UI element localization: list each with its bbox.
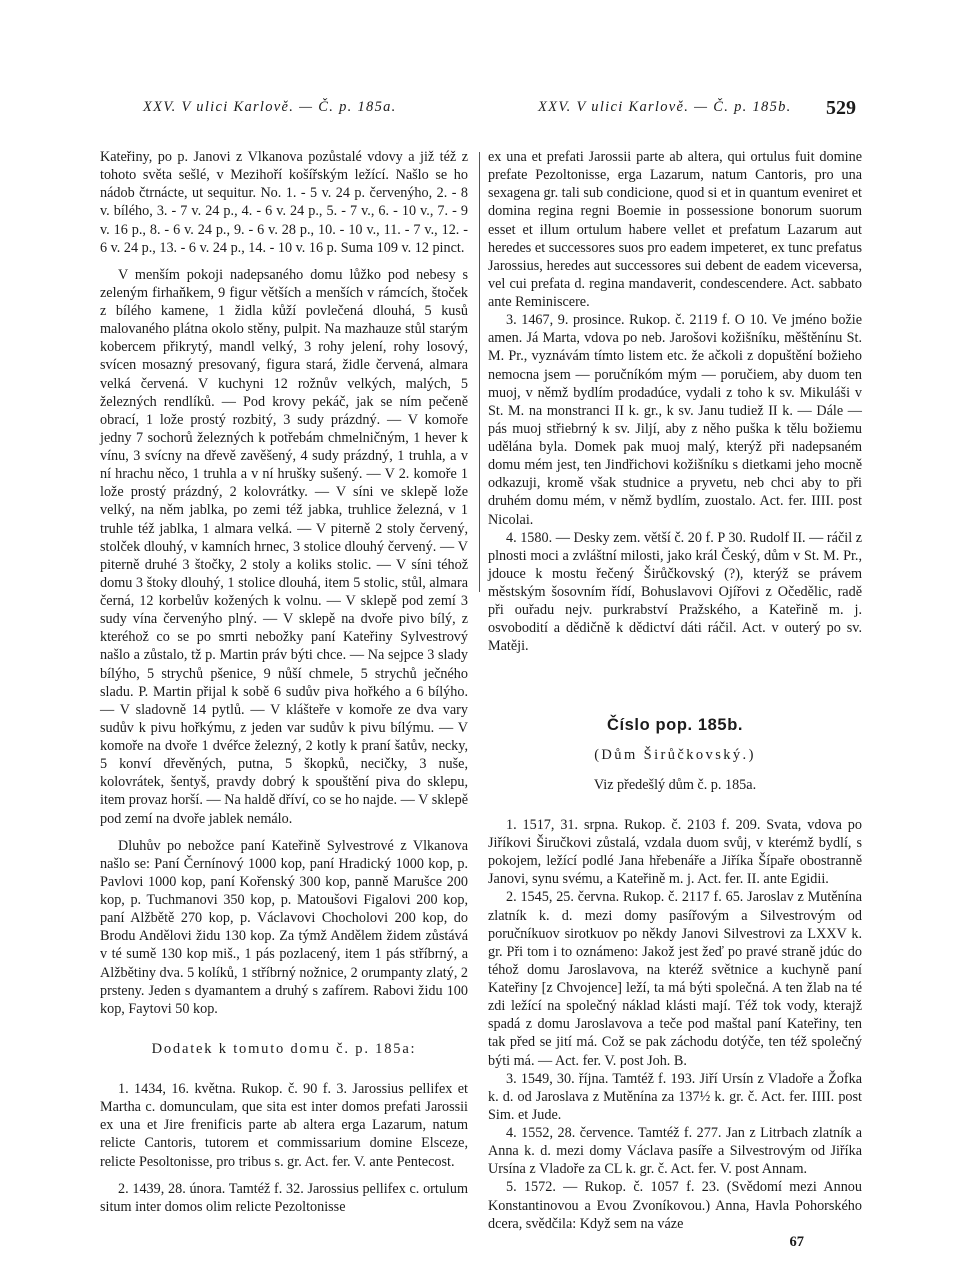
- entry-1439: 2. 1439, 28. února. Tamtéž f. 32. Jarossius pellifex c. ortulum situm inter domos olim relicte Pezoltonisse: [100, 1180, 468, 1215]
- entry-1549: 3. 1549, 30. října. Tamtéž f. 193. Jiří Ursín z Vladoře a Žofka k. d. od Jaroslava z Mutěnína za 137½ k. gr. č. Act. fer. IIII. post Sim. et Jude.: [488, 1070, 862, 1123]
- entry-1572: 5. 1572. — Rukop. č. 1057 f. 23. (Svědomí mezi Annou Konstantinovou a Evou Zvoníkovou.) Anna, Havla Pohorského dcera, svědčila: Když sem na váze: [488, 1179, 862, 1232]
- paragraph-wine-inventory: Kateřiny, po p. Janovi z Vlkanova pozůstalé vdovy a již též z tohoto světa sešlé, v Mezihoří košířským ležící. Našlo se ho nádob čtrnácte, ut sequitur. No. 1. - 5 v. 24 p. červenýho, 2. - 8 v. bílého, 3. - 7 v. 24 p., 4. - 6 v. 24 p., 5. - 7 v., 6. - 10 v., 7. - 9 v. 16 p., 8. - 6 v. 24 p., 9. - 6 v. 28 p., 10. - 10 v., 11. - 7 v., 12. - 6 v. 24 p., 13. - 6 v. 24 p., 14. - 10 v. 16 p. Suma 109 v. 12 pinct.: [100, 149, 468, 256]
- entry-1434: 1. 1434, 16. května. Rukop. č. 90 f. 3. Jarossius pellifex et Martha c. domunculam, que sita est inter domos prefati Jarossii ex una et Jire frenificis parte ab altera erga Lazarum, natum relicte Cantoris, tutorem et commissarium domine Elsceze, relicte Pesoltonisse, pro tribus s. gr. Act. fer. V. ante Pentecost.: [100, 1081, 468, 1170]
- column-divider: [479, 152, 480, 592]
- running-head-right: XXV. V ulici Karlově. — Č. p. 185b.: [538, 99, 792, 115]
- entry-1517: 1. 1517, 31. srpna. Rukop. č. 2103 f. 209. Svata, vdova po Jiříkovi Širučkovi zůstalá, vzdala duom svůj, v kterémž bydlí, s pokojem, ležící podlé Jana hřebenáře a Jiříka Šípaře obostranně Janovi, synu svému, a Kateřině m. j. Act. fer. II. ante Egidii.: [488, 816, 862, 888]
- page-number: 529: [826, 97, 856, 119]
- entry-1552: 4. 1552, 28. července. Tamtéž f. 277. Jan z Litrbach zlatník a Anna k. d. mezi domy Václava pasíře a Silvestrovým od Jiříka Ursína z Vladoře za CL k. gr. č. Act. fer. V. post Annam.: [488, 1125, 862, 1178]
- paragraph-debts: Dluhův po nebožce paní Kateřině Sylvestrové z Vlkanova našlo se: Paní Černínový 1000 kop, paní Hradický 1000 kop, p. Pavlovi 1000 kop, paní Kořenský 300 kop, panně Marušce 200 kop, p. Tuchmanovi 350 kop, p. Matoušovi Figalovi 200 kop, paní Alžbětě 270 kop, p. Václavovi Chocholovi 200 kop, do Brodu Andělovi židu 130 kop. Za týmž Andělem židem zůstává v té sumě 130 kop miš., 1 pás pozlacený, item 1 pás stříbrný, a Alžbětiny dva. 5 kolíků, 1 stříbrný nožnice, 2 orumpanty zlatý, 2 prsteny. Jeden s dyamantem a druhý s zafírem. Rabovi židu 100 kop, Faytovi 50 kop.: [100, 837, 469, 1017]
- signature-mark: 67: [789, 1233, 804, 1250]
- paragraph-household-inventory: V menším pokoji nadepsaného domu lůžko pod nebesy s zeleným firhaňkem, 9 figur větších a menších v rámcích, štoček z bílého kamene, 1 židla kůží povlečená dlouhá, 5 kusů malovaného plátna okolo stěny, pulpit. Na mazhauze stůl starým kobercem přikrytý, mandl velký, 3 rohy jelení, rohy losový, svícen mosazný presovaný, figura stará, židle červená, almara velká červená. V kuchyni 12 rožnův velkých, malých, 5 železných rendlíků. — Pod krovy pekáč, jak se ním pečeně obrací, 1 lože prostý rozbitý, 3 sudy prázdný. — V komoře jedny 7 sochorů železných k potřebám chmelničným, 1 hever k vínu, 3 svícny na dřevě zavěšený, 4 sudy prázdný, 1 truhla, a v ní hrachu něco, 1 truhla a v ní hrušky sušený. — V 2. komoře 1 lože prostý prázdný, 2 kolovrátky. — V síni ve sklepě lože velký, na něm jablka, po zemi též jabka, truhlice železná, v 1 truhle též jablka, 1 almara velká. — V piterně 2 stoly červený, stolček dlouhý, v kamních hrnec, 3 stolice dlouhý červený. — V piterně druhé 3 štočky, 2 stoly a koliks stolic. — V síni téhož domu 3 štoky dlouhý, 1 stolice dlouhá, item 5 stolic, stůl, almara černá, 12 korbelův kožených k volnu. — V sklepě pod zemí 3 sudy vína červenýho plný. — V sklepě na dvoře pivo bílý, z kteréhož co se po smrti nebožky paní Kateřiny Sylvestrový našlo a zůstalo, tž p. Martin práv býti chce. — Na sejpce 3 slady bílýho, 5 strychů pšenice, 9 nůší chmele, 5 strychů ječného sladu. P. Martin přijal k sobě 6 sudův piva hořkého a 6 bílýho. — V sladovně 14 pytlů. — V klášteře v komoře ze dva vary sudův k pivu hořkýmu, z jeden var sudův k pivu bílýmu. — V komoře na dvoře 1 dvéřce železný, 2 kotly k praní šatův, necky, 5 konví dřevěných, putna, 5 škopků, necičky, 3 nuše, kolovrátek, šentyš, pravdy dobrý k spouštění piva do sklepu, item provaz horší. — Na haldě dříví, co se ho najde. — V sklepě pod zemí na dvoře jablek nemálo.: [100, 266, 468, 827]
- paragraph-latin-continuation: ex una et prefati Jarossii parte ab altera, qui ortulus fuit domine prefate Pezoltonisse, erga Lazarum, natum Cantoris, pro una sexagena gr. tali sub condicione, quod si et in quantum eveniret et domina regina regni Boemie in possessione bonorum suorum esset et illum ortulum habere vellet et prefatum Lazarum aut heredes et successores suos pro eadem impeteret, ex tunc prefatus Jarossius, heredes aut successores sui debent de eadem viceversa, vel cui prefata d. regina mandaverit, condescendere. Act. sabbato ante Reminiscere.: [488, 149, 862, 310]
- house-name-heading: (Dům Širůčkovský.): [594, 746, 756, 763]
- entry-1467: 3. 1467, 9. prosince. Rukop. č. 2119 f. O 10. Ve jméno božie amen. Já Marta, vdova po neb. Jarošovi kožišníku, měštěnínu St. M. Pr., vyznávám tímto listem etc. že ačkoli z dopuštění božieho nemocna jsem — poručníkóm mým — poručiem, aby duom ten muoj, v němž bydlím prodadúce, vydali z toho k sv. Mikuláši v St. M. na monstranci II k. gr., k sv. Janu tudiež II k. — Dále — pás muoj střiebrný k sv. Jiljí, aby z něho puška k tělu božiemu udělána byla. Domek pak muoj malý, kterýž při nadepsaném domu mém jest, ten Jindřichovi kožišníku s dietkami jeho mocně odkazuji, kromě však studnice a pryvetu, neb chci aby to při druhém domu mém, v němž bydlím, zuostalo. Act. fer. IIII. post Nicolai.: [488, 312, 862, 528]
- cross-reference: Viz předešlý dům č. p. 185a.: [593, 776, 757, 793]
- section-heading-dodatek: Dodatek k tomuto domu č. p. 185a:: [151, 1040, 417, 1057]
- right-column: [488, 148, 862, 1251]
- entry-1545: 2. 1545, 25. června. Rukop. č. 2117 f. 65. Jaroslav z Mutěnína zlatník k. d. mezi domy pasířovým a Silvestrovým od poručníkuov sirotkuov po někdy Janovi Silvestrovi za LXXV k. gr. Při tom i to oznámeno: Jakož jest žeď po pravé straně jdúc do téhož domu Jaroslavova, na kteréž světnice a kuchyně paní Kateřiny [z Chvojence] leží, ta má býti společná. A ten žlab na té zdi ležící na společný náklad klásti mají. Též tok vody, kterajž spadá z domu Jaroslavova a teče pod maštal paní Kateřiny, ten tak před se jití má. Což se pak záchodu dotýče, ten též společný býti má. — Act. fer. V. post Joh. B.: [488, 889, 862, 1069]
- house-number-heading: Číslo pop. 185b.: [606, 715, 744, 734]
- entry-1580: 4. 1580. — Desky zem. větší č. 20 f. P 30. Rudolf II. — ráčil z plnosti moci a zvláštní milosti, jako král Český, dům v St. M. Pr., jdouce k mostu řečený Širůčkovský (?), kterýž se právem městským šosovním řídí, Bohuslavovi Ojířovi z Očedělic, radě při ouřadu nejv. purkrabství Pražského, a Kateřině m. j. osvobodití a dědičně k dědictví dáti ráčil. Act. v outerý po sv. Matěji.: [488, 529, 862, 655]
- left-column: [100, 148, 468, 1216]
- running-head-left: XXV. V ulici Karlově. — Č. p. 185a.: [143, 99, 397, 115]
